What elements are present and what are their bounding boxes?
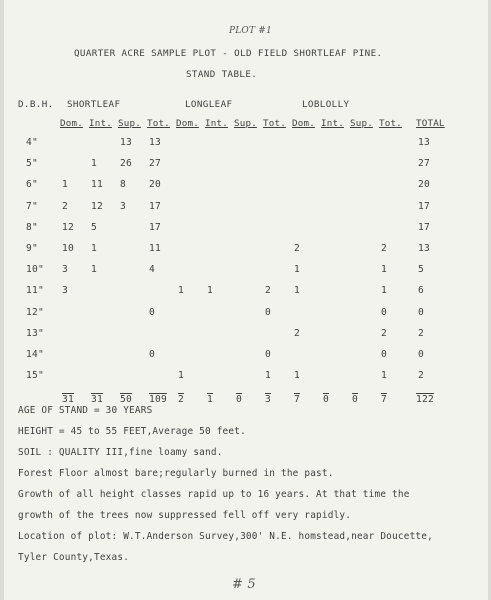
table-cell: 20 [149,179,161,191]
column-header: Dom. [176,118,199,129]
total-cell: 0 [236,394,242,406]
row-dbh: 11" [26,285,44,297]
table-cell: 1 [265,370,271,382]
table-cell: 3 [120,200,126,212]
table-cell: 13 [120,137,132,148]
table-cell: 0 [418,349,424,360]
total-cell: 31 [91,394,103,406]
table-cell: 2 [265,285,271,297]
note-line: Tyler County,Texas. [18,552,130,563]
table-cell: 12 [62,221,74,233]
table-cell: 2 [418,327,424,339]
note-line: SOIL : QUALITY III,fine loamy sand. [18,447,223,458]
table-cell: 1 [62,179,68,191]
loblolly-header: LOBLOLLY [302,99,350,110]
note-line: Forest Floor almost bare;regularly burned in the past. [18,468,334,479]
row-dbh: 4" [26,137,38,148]
column-header: Sup. [234,118,257,129]
note-line: AGE OF STAND = 30 YEARS [18,405,153,416]
column-header: Sup. [350,118,373,129]
row-dbh: 14" [26,349,44,360]
note-line: growth of the trees now suppressed fell off very rapidly. [18,510,352,521]
total-cell: 109 [149,394,167,406]
note-line: HEIGHT = 45 to 55 FEET,Average 50 feet. [18,426,246,437]
table-cell: 3 [62,264,68,276]
table-cell: 2 [418,370,424,382]
table-cell: 2 [381,243,387,254]
table-cell: 13 [418,137,430,148]
column-header: TOTAL [416,118,445,129]
table-cell: 0 [381,306,387,318]
table-cell: 13 [418,243,430,254]
note-line: Growth of all height classes rapid up to 16 years. At that time the [18,489,410,500]
column-header: Int. [89,118,112,129]
table-cell: 17 [418,200,430,212]
row-dbh: 12" [26,306,44,318]
table-cell: 2 [294,327,300,339]
table-cell: 10 [62,243,74,254]
row-dbh: 10" [26,264,44,276]
table-cell: 1 [381,370,387,382]
note-line: Location of plot: W.T.Anderson Survey,300' N.E. homstead,near Doucette, [18,531,433,542]
total-cell: 50 [120,394,132,406]
table-cell: 13 [149,137,161,148]
column-header: Int. [205,118,228,129]
column-header: Dom. [292,118,315,129]
table-cell: 0 [149,349,155,360]
document-title: QUARTER ACRE SAMPLE PLOT - OLD FIELD SHORTLEAF PINE. [74,48,383,59]
total-cell: 0 [323,394,329,406]
row-dbh: 8" [26,221,38,233]
row-dbh: 9" [26,243,38,254]
page-mark: # 5 [232,577,256,592]
longleaf-header: LONGLEAF [185,99,233,110]
table-cell: 2 [381,327,387,339]
table-cell: 17 [418,221,430,233]
row-dbh: 7" [26,200,38,212]
table-cell: 12 [91,200,103,212]
table-cell: 0 [265,306,271,318]
document-subtitle: STAND TABLE. [186,69,258,80]
row-dbh: 13" [26,327,44,339]
table-cell: 5 [91,221,97,233]
total-cell: 2 [178,394,184,406]
column-header: Tot. [379,118,402,129]
table-cell: 0 [149,306,155,318]
table-cell: 1 [91,264,97,276]
table-cell: 1 [91,243,97,254]
table-cell: 17 [149,221,161,233]
total-cell: 31 [62,394,74,406]
table-cell: 27 [149,158,161,170]
total-cell: 1 [207,394,213,406]
table-cell: 11 [149,243,161,254]
dbh-header: D.B.H. [18,99,54,110]
table-cell: 3 [62,285,68,297]
table-cell: 17 [149,200,161,212]
column-header: Dom. [60,118,83,129]
table-cell: 1 [178,285,184,297]
table-cell: 1 [178,370,184,382]
total-cell: 122 [416,394,434,406]
table-cell: 27 [418,158,430,170]
shortleaf-header: SHORTLEAF [67,99,121,110]
total-cell: 7 [381,394,387,406]
table-cell: 5 [418,264,424,276]
document-page [4,0,488,600]
plot-number: PLOT #1 [229,26,272,36]
total-cell: 3 [265,394,271,406]
table-cell: 20 [418,179,430,191]
table-cell: 8 [120,179,126,191]
table-cell: 0 [418,306,424,318]
column-header: Int. [321,118,344,129]
total-cell: 7 [294,394,300,406]
column-header: Tot. [147,118,170,129]
total-cell: 0 [352,394,358,406]
column-header: Sup. [118,118,141,129]
table-cell: 1 [294,264,300,276]
table-cell: 2 [62,200,68,212]
table-cell: 6 [418,285,424,297]
table-cell: 1 [294,285,300,297]
table-cell: 1 [207,285,213,297]
table-cell: 1 [91,158,97,170]
table-cell: 0 [381,349,387,360]
table-cell: 0 [265,349,271,360]
column-header: Tot. [263,118,286,129]
row-dbh: 6" [26,179,38,191]
table-cell: 1 [381,285,387,297]
table-cell: 11 [91,179,103,191]
row-dbh: 15" [26,370,44,382]
table-cell: 2 [294,243,300,254]
table-cell: 4 [149,264,155,276]
table-cell: 1 [381,264,387,276]
row-dbh: 5" [26,158,38,170]
table-cell: 26 [120,158,132,170]
table-cell: 1 [294,370,300,382]
